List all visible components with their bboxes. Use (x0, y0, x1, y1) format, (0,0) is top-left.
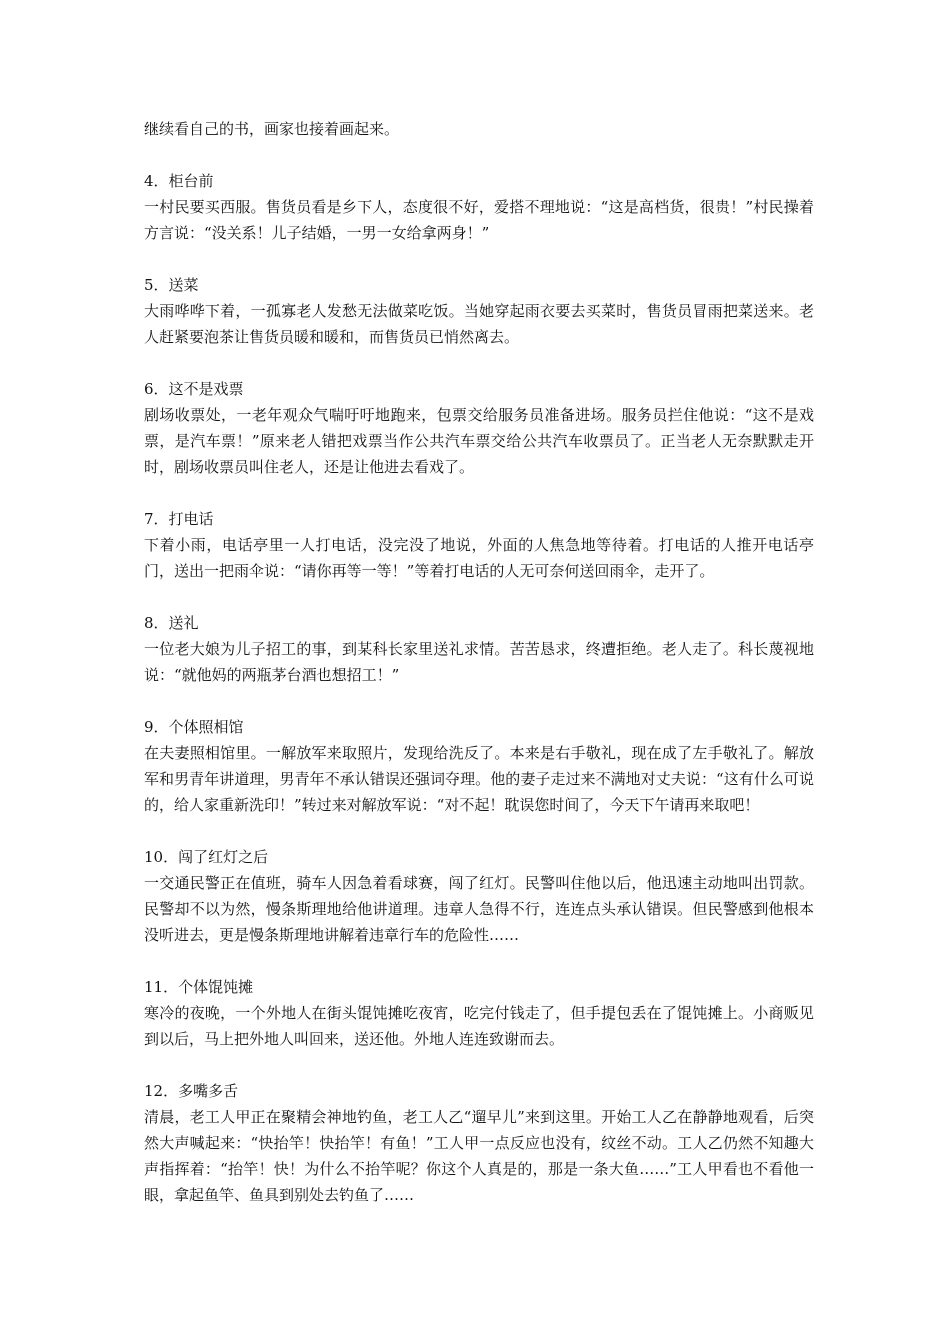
section-title: 8．送礼 (144, 614, 199, 632)
section-body: 清晨，老工人甲正在聚精会神地钓鱼，老工人乙“遛早儿”来到这里。开始工人乙在静静地观看，后突然大声喊起来：“快抬竿！快抬竿！有鱼！”工人甲一点反应也没有，纹丝不动。工人乙仍然不知趣大声指挥着：“抬竿！快！为什么不抬竿呢？你这个人真是的，那是一条大鱼……”工人甲看也不看他一眼，拿起鱼竿、鱼具到别处去钓鱼了…… (144, 1108, 814, 1204)
section-body: 寒冷的夜晚，一个外地人在街头馄饨摊吃夜宵，吃完付钱走了，但手提包丢在了馄饨摊上。小商贩见到以后，马上把外地人叫回来，送还他。外地人连连致谢而去。 (144, 1004, 814, 1048)
section-title: 11．个体馄饨摊 (144, 978, 254, 996)
section-title: 9．个体照相馆 (144, 718, 244, 736)
section-title: 4．柜台前 (144, 172, 214, 190)
section-body: 一交通民警正在值班，骑车人因急着看球赛，闯了红灯。民警叫住他以后，他迅速主动地叫出罚款。民警却不以为然，慢条斯理地给他讲道理。违章人急得不行，连连点头承认错误。但民警感到他根本没听进去，更是慢条斯理地讲解着违章行车的危险性…… (144, 874, 814, 944)
section-title: 12．多嘴多舌 (144, 1082, 239, 1100)
section-title: 5．送菜 (144, 276, 199, 294)
section-body: 大雨哗哗下着，一孤寡老人发愁无法做菜吃饭。当她穿起雨衣要去买菜时，售货员冒雨把菜送来。老人赶紧要泡茶让售货员暖和暖和，而售货员已悄然离去。 (144, 302, 814, 346)
section-10 (144, 844, 814, 948)
section-body: 剧场收票处，一老年观众气喘吁吁地跑来，包票交给服务员准备进场。服务员拦住他说：“这不是戏票，是汽车票！”原来老人错把戏票当作公共汽车票交给公共汽车收票员了。正当老人无奈默默走开时，剧场收票员叫住老人，还是让他进去看戏了。 (144, 406, 814, 476)
section-5 (144, 272, 814, 350)
section-8 (144, 610, 814, 688)
section-body: 一位老大娘为儿子招工的事，到某科长家里送礼求情。苦苦恳求，终遭拒绝。老人走了。科长蔑视地说：“就他妈的两瓶茅台酒也想招工！” (144, 640, 814, 684)
section-title: 7．打电话 (144, 510, 214, 528)
section-title: 10．闯了红灯之后 (144, 848, 269, 866)
section-12 (144, 1078, 814, 1208)
section-body: 下着小雨，电话亭里一人打电话，没完没了地说，外面的人焦急地等待着。打电话的人推开电话亭门，送出一把雨伞说：“请你再等一等！”等着打电话的人无可奈何送回雨伞，走开了。 (144, 536, 814, 580)
section-9 (144, 714, 814, 818)
intro-paragraph: 继续看自己的书，画家也接着画起来。 (144, 120, 400, 138)
document-page (144, 116, 814, 1208)
section-body: 一村民要买西服。售货员看是乡下人，态度很不好，爱搭不理地说：“这是高档货，很贵！”村民操着方言说：“没关系！儿子结婚，一男一女给拿两身！” (144, 198, 814, 242)
section-11 (144, 974, 814, 1052)
section-4 (144, 168, 814, 246)
section-7 (144, 506, 814, 584)
section-body: 在夫妻照相馆里。一解放军来取照片，发现给洗反了。本来是右手敬礼，现在成了左手敬礼了。解放军和男青年讲道理，男青年不承认错误还强词夺理。他的妻子走过来不满地对丈夫说：“这有什么可说的，给人家重新洗印！”转过来对解放军说：“对不起！耽误您时间了，今天下午请再来取吧！ (144, 744, 814, 814)
section-title: 6．这不是戏票 (144, 380, 244, 398)
section-6 (144, 376, 814, 480)
